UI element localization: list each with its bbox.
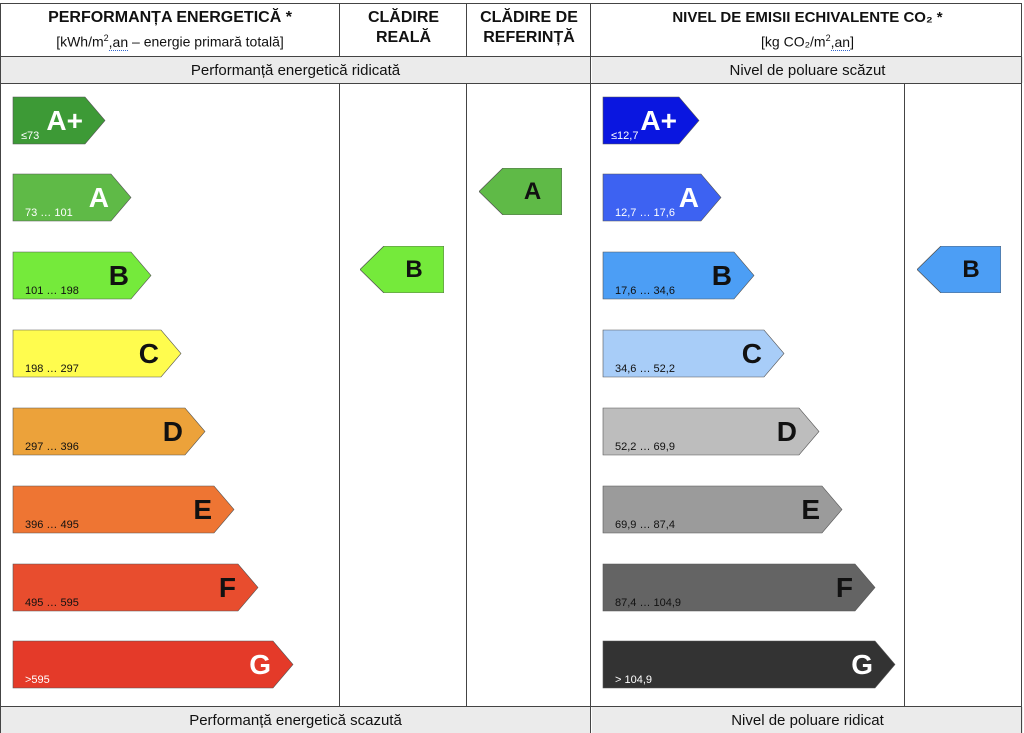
energy-class-letter: C <box>138 338 159 369</box>
grid-col-emissions <box>590 3 591 733</box>
marker-letter: B <box>405 256 423 283</box>
header-energy-cell <box>0 4 340 56</box>
energy-class-letter: E <box>193 494 212 525</box>
emissions-class-letter: E <box>801 494 820 525</box>
energy-class-letter: F <box>218 572 236 603</box>
energy-class-6 <box>13 486 234 533</box>
energy-bottom-band: Performanță energetică scazută <box>1 707 590 733</box>
emissions-class-range: 52,2 … 69,9 <box>615 441 675 453</box>
emissions-class-2 <box>603 174 721 221</box>
energy-class-range: 495 … 595 <box>25 597 79 609</box>
emissions-class-letter: D <box>776 416 797 447</box>
energy-unit-mid: ,an <box>108 33 129 50</box>
energy-class-range: 73 … 101 <box>25 207 73 219</box>
emissions-class-letter: B <box>711 260 732 291</box>
marker-letter: B <box>962 256 980 283</box>
emissions-class-letter: A+ <box>640 105 677 136</box>
emissions-title: NIVEL DE EMISII ECHIVALENTE CO₂ * <box>672 9 943 26</box>
emissions-class-range: 87,4 … 104,9 <box>615 597 682 609</box>
grid-top <box>0 3 1022 4</box>
grid-col-real <box>339 3 340 56</box>
emissions-class-range: > 104,9 <box>615 674 653 686</box>
emissions-unit-suffix: ] <box>850 33 854 50</box>
energy-unit-suffix: – energie primară totală] <box>128 33 284 50</box>
emissions-bottom-band: Nivel de poluare ridicat <box>592 707 1023 733</box>
real-energy-marker <box>360 246 444 293</box>
emissions-class-1 <box>603 97 699 144</box>
grid-col-ref <box>466 3 467 56</box>
emissions-class-5 <box>603 408 819 455</box>
energy-class-letter: G <box>249 649 271 680</box>
emissions-class-range: 12,7 … 17,6 <box>615 207 675 219</box>
grid-left <box>0 3 1 733</box>
real-building-label: CLĂDIRE REALĂ <box>367 9 440 46</box>
marker-letter: A <box>523 178 542 205</box>
grid-band-top-bottom <box>0 83 1022 84</box>
emissions-class-letter: G <box>851 649 873 680</box>
emissions-unit-mid: ,an <box>830 33 851 50</box>
energy-class-8 <box>13 641 293 688</box>
emissions-class-letter: F <box>835 572 853 603</box>
reference-building-label: CLĂDIRE DE REFERINȚĂ <box>480 9 578 46</box>
real-building-header <box>340 8 467 56</box>
grid-col-real-body <box>339 83 340 706</box>
emissions-class-4 <box>603 330 784 377</box>
emissions-class-range: ≤12,7 <box>611 130 639 142</box>
emissions-class-range: 17,6 … 34,6 <box>615 285 675 297</box>
emissions-class-letter: A <box>678 182 699 213</box>
grid-right <box>1021 3 1022 733</box>
emissions-class-8 <box>603 641 895 688</box>
energy-class-letter: D <box>162 416 183 447</box>
grid-band-bottom-top <box>0 706 1022 707</box>
energy-unit-label <box>0 28 340 52</box>
energy-class-4 <box>13 330 181 377</box>
header-emissions-cell <box>591 4 1024 56</box>
emissions-unit-label <box>591 28 1024 52</box>
energy-class-range: 198 … 297 <box>25 363 79 375</box>
grid-header-bottom <box>0 56 1022 57</box>
energy-unit-prefix: [kWh/m <box>56 33 104 50</box>
emissions-class-6 <box>603 486 842 533</box>
emissions-top-band: Nivel de poluare scăzut <box>592 57 1023 83</box>
energy-class-5 <box>13 408 205 455</box>
energy-class-1 <box>13 97 105 144</box>
energy-class-letter: A <box>88 182 109 213</box>
emissions-class-range: 34,6 … 52,2 <box>615 363 675 375</box>
real-emissions-marker <box>917 246 1001 293</box>
energy-class-range: >595 <box>25 674 50 686</box>
reference-building-header <box>467 8 591 56</box>
emissions-class-range: 69,9 … 87,4 <box>615 519 675 531</box>
energy-class-2 <box>13 174 131 221</box>
energy-performance-title: PERFORMANȚA ENERGETICĂ * <box>48 9 292 26</box>
grid-col-emissions-real <box>904 83 905 706</box>
grid-col-ref-body <box>466 83 467 706</box>
emissions-unit-sup: 2 <box>825 33 831 43</box>
energy-class-letter: B <box>108 260 129 291</box>
energy-top-band: Performanță energetică ridicată <box>1 57 590 83</box>
energy-class-range: 101 … 198 <box>25 285 79 297</box>
energy-class-range: ≤73 <box>21 130 40 142</box>
energy-class-range: 396 … 495 <box>25 519 79 531</box>
energy-class-range: 297 … 396 <box>25 441 79 453</box>
emissions-class-3 <box>603 252 754 299</box>
emissions-class-7 <box>603 564 875 611</box>
energy-class-7 <box>13 564 258 611</box>
energy-class-3 <box>13 252 151 299</box>
emissions-unit-prefix: [kg CO₂/m <box>761 33 826 50</box>
energy-unit-sup: 2 <box>103 33 109 43</box>
energy-class-letter: A+ <box>46 105 83 136</box>
reference-energy-marker <box>479 168 562 215</box>
emissions-class-letter: C <box>741 338 762 369</box>
